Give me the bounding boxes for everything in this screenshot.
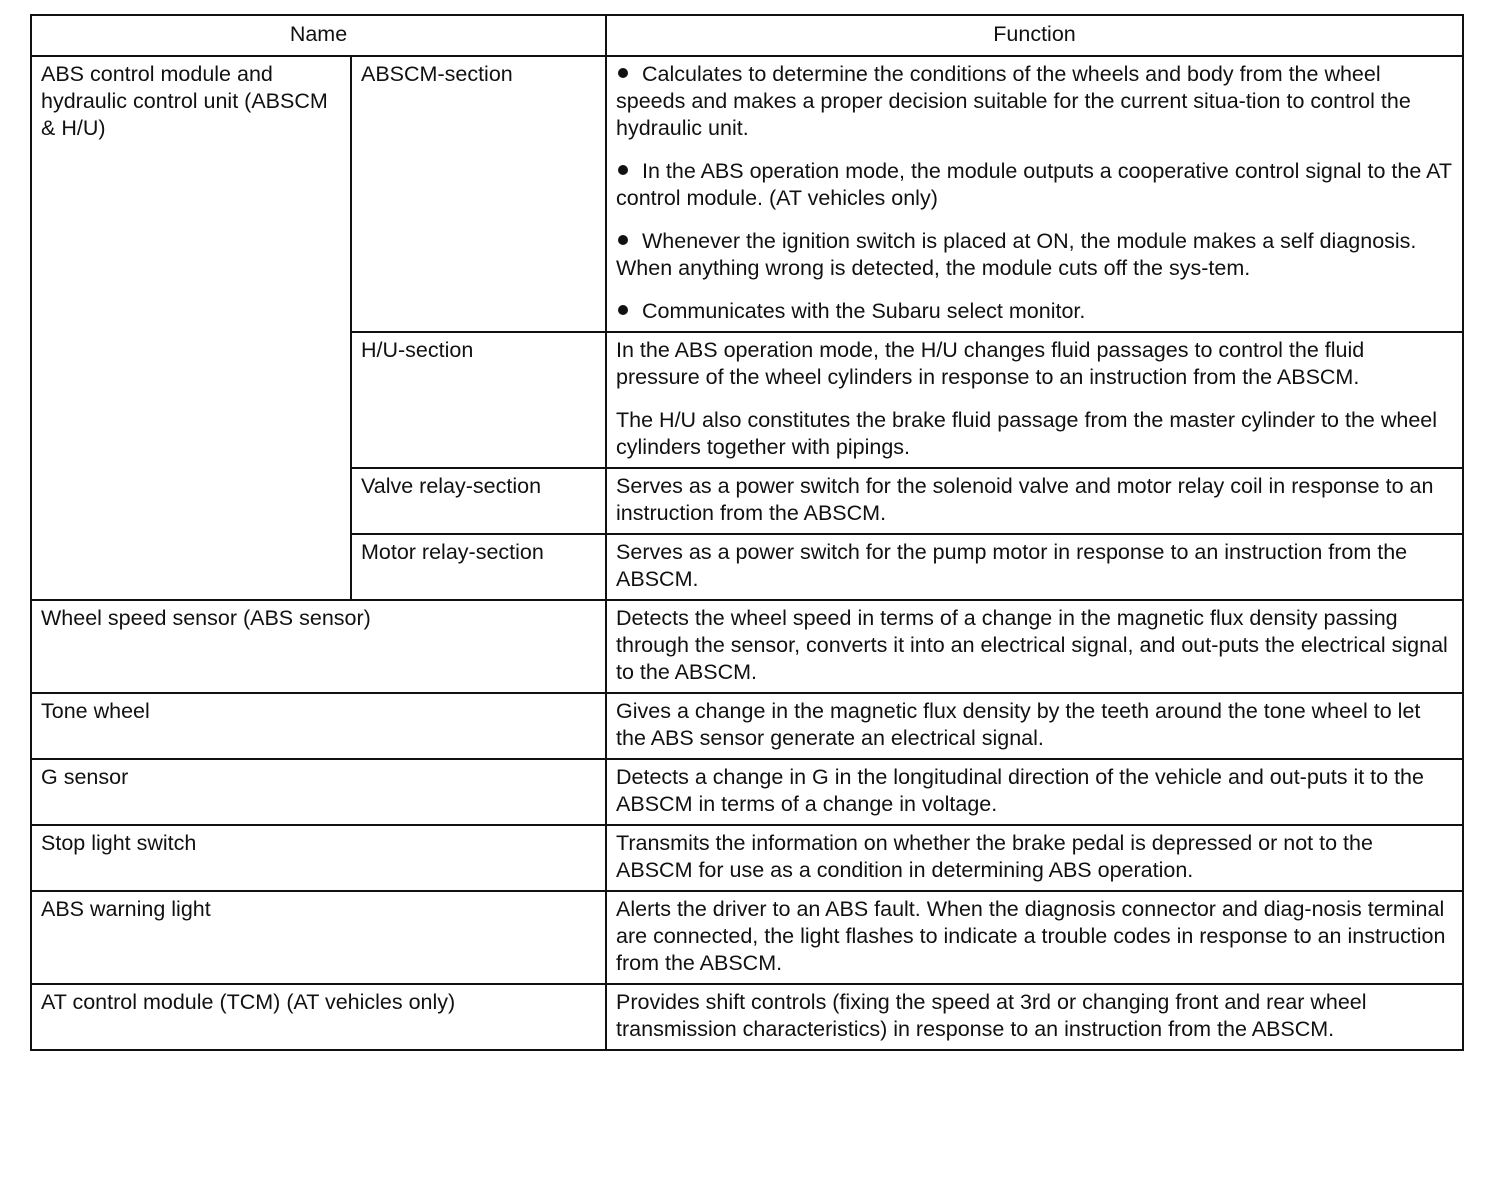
row-function-wheel-speed-sensor: Detects the wheel speed in terms of a change in the magnetic flux density passing through the sensor, converts it into an electrical signal, and out-puts the electrical signal to the ABSCM. [606, 600, 1463, 693]
header-name: Name [31, 15, 606, 56]
component-function-table [30, 14, 1464, 1051]
row-name-tone-wheel: Tone wheel [31, 693, 606, 759]
row-name-abs-warning-light: ABS warning light [31, 891, 606, 984]
bullet-item: Communicates with the Subaru select monitor. [616, 298, 1453, 325]
section-function-motor-relay [606, 534, 1463, 600]
table-row [31, 693, 1463, 759]
table-row [31, 600, 1463, 693]
row-function-stop-light-switch: Transmits the information on whether the brake pedal is depressed or not to the ABSCM for use as a condition in determining ABS operation. [606, 825, 1463, 891]
function-paragraph: Serves as a power switch for the solenoid valve and motor relay coil in response to an instruction from the ABSCM. [616, 474, 1434, 525]
row-name-wheel-speed-sensor: Wheel speed sensor (ABS sensor) [31, 600, 606, 693]
bullet-icon [618, 305, 628, 315]
section-name-hu: H/U-section [351, 332, 606, 468]
function-paragraph: The H/U also constitutes the brake fluid passage from the master cylinder to the wheel cylinders together with pipings. [616, 408, 1438, 459]
section-name-motor-relay: Motor relay-section [351, 534, 606, 600]
section-name-valve-relay: Valve relay-section [351, 468, 606, 534]
row-function-abs-warning-light: Alerts the driver to an ABS fault. When the diagnosis connector and diag-nosis terminal are connected, the light flashes to indicate a trouble codes in response to an instruction from the ABSCM. [606, 891, 1463, 984]
row-name-g-sensor: G sensor [31, 759, 606, 825]
section-function-abscm [606, 56, 1463, 332]
row-name-stop-light-switch: Stop light switch [31, 825, 606, 891]
abs-group-name: ABS control module and hydraulic control unit (ABSCM & H/U) [31, 56, 351, 600]
row-name-at-control-module: AT control module (TCM) (AT vehicles only) [31, 984, 606, 1050]
row-function-tone-wheel: Gives a change in the magnetic flux density by the teeth around the tone wheel to let the ABS sensor generate an electrical signal. [606, 693, 1463, 759]
header-function: Function [606, 15, 1463, 56]
section-function-hu [606, 332, 1463, 468]
function-paragraph: Serves as a power switch for the pump motor in response to an instruction from the ABSCM. [616, 540, 1408, 591]
bullet-item: Whenever the ignition switch is placed at ON, the module makes a self diagnosis. When anything wrong is detected, the module cuts off the sys-tem. [616, 229, 1417, 280]
table-row [31, 825, 1463, 891]
section-name-abscm: ABSCM-section [351, 56, 606, 332]
section-function-valve-relay [606, 468, 1463, 534]
table-row [31, 984, 1463, 1050]
row-function-g-sensor: Detects a change in G in the longitudinal direction of the vehicle and out-puts it to the ABSCM in terms of a change in voltage. [606, 759, 1463, 825]
bullet-item: Calculates to determine the conditions of the wheels and body from the wheel speeds and makes a proper decision suitable for the current situa-tion to control the hydraulic unit. [616, 62, 1411, 140]
function-paragraph: In the ABS operation mode, the H/U changes fluid passages to control the fluid pressure of the wheel cylinders in response to an instruction from the ABSCM. [616, 338, 1365, 389]
bullet-icon [618, 68, 628, 78]
row-function-at-control-module: Provides shift controls (fixing the speed at 3rd or changing front and rear wheel transmission characteristics) in response to an instruction from the ABSCM. [606, 984, 1463, 1050]
bullet-icon [618, 235, 628, 245]
table-row [31, 759, 1463, 825]
table-header-row [31, 15, 1463, 56]
table-row [31, 56, 1463, 332]
bullet-icon [618, 165, 628, 175]
table-row [31, 891, 1463, 984]
bullet-item: In the ABS operation mode, the module outputs a cooperative control signal to the AT control module. (AT vehicles only) [616, 159, 1452, 210]
